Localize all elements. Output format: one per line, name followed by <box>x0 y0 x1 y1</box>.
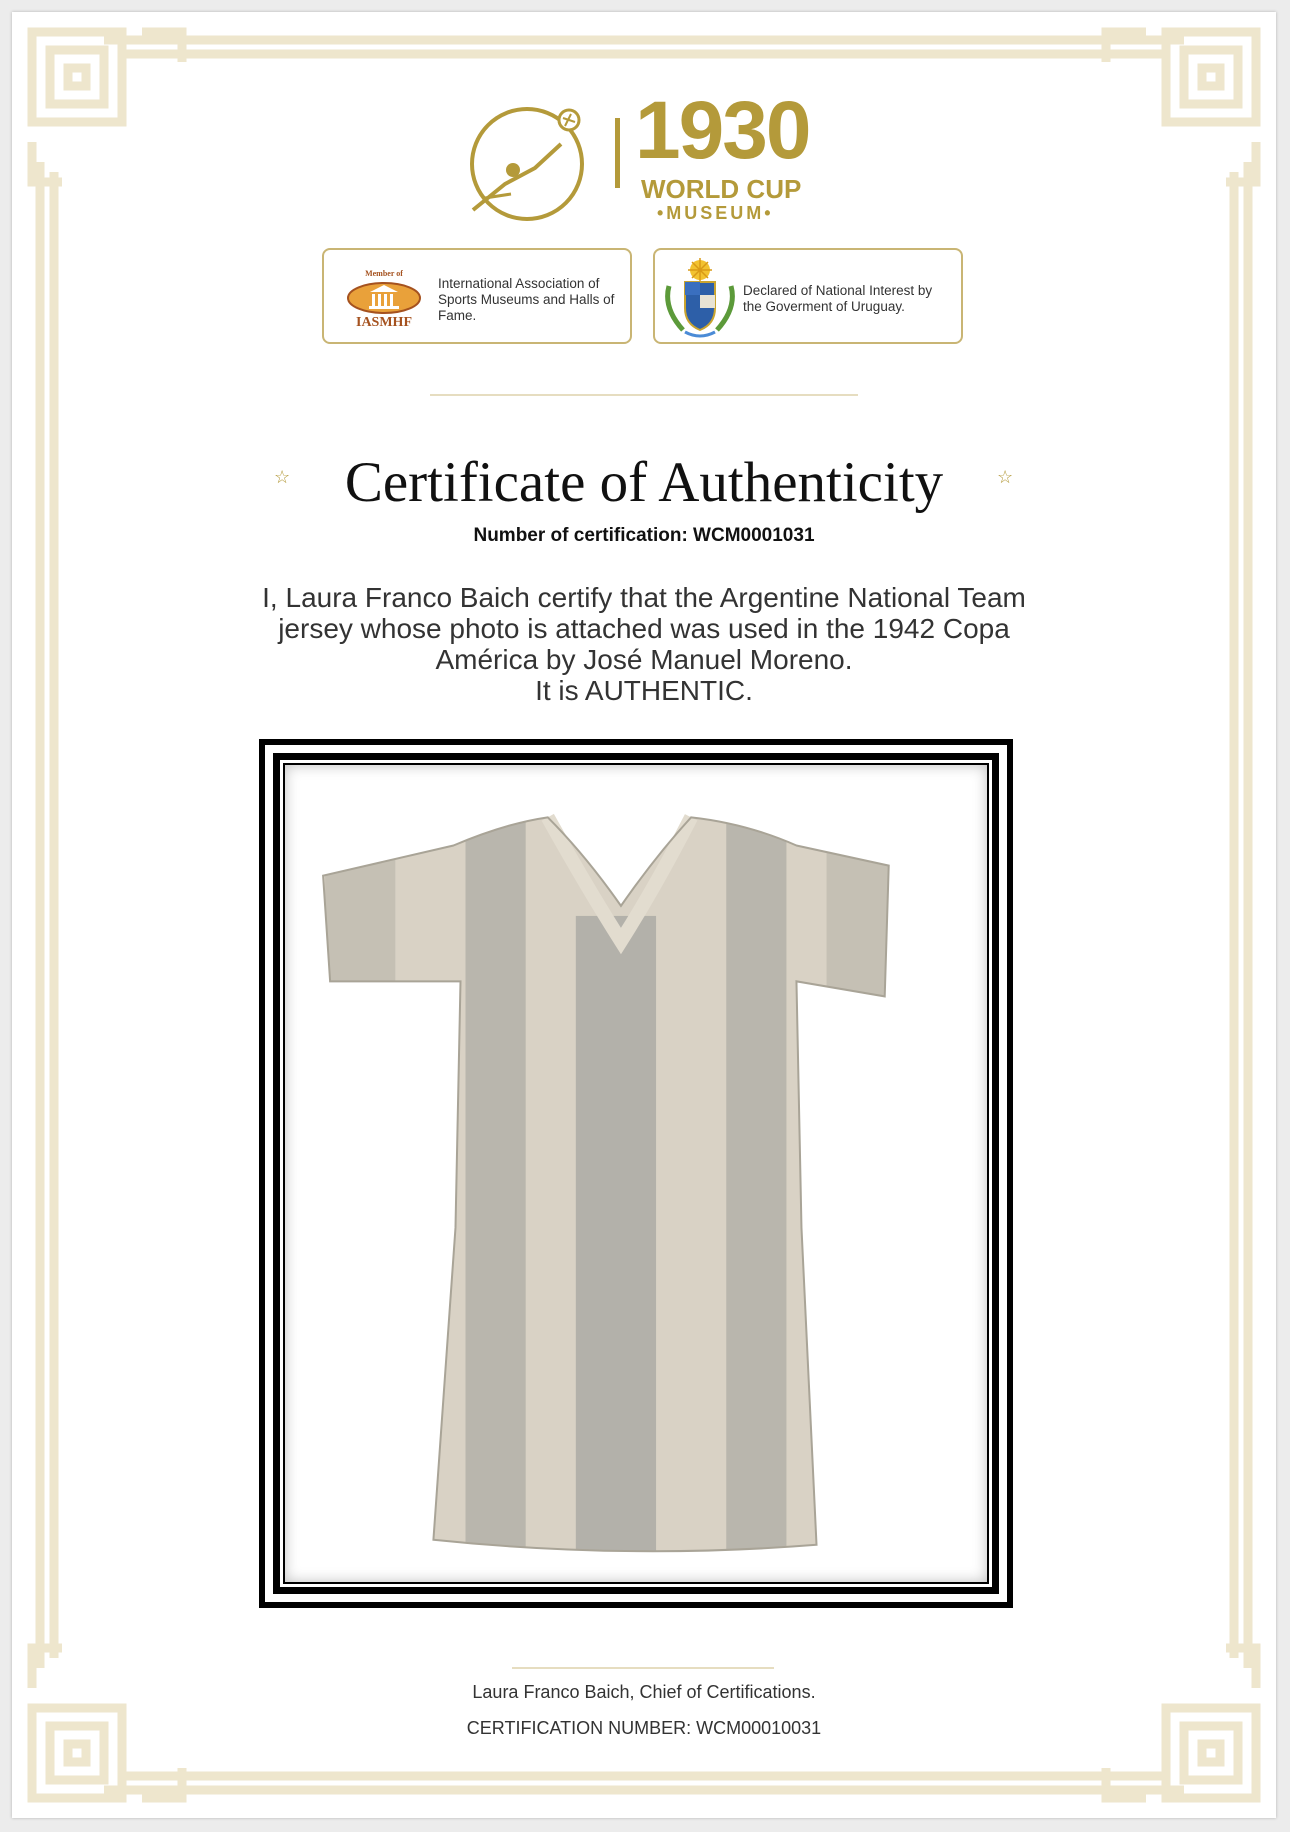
certification-statement <box>194 582 1094 706</box>
iasmhf-logo-icon <box>342 268 426 330</box>
footer-certification-number: CERTIFICATION NUMBER: WCM00010031 <box>466 1718 822 1738</box>
svg-text:Member of: Member of <box>365 269 403 278</box>
svg-text:IASMHF: IASMHF <box>356 315 412 330</box>
football-player-emblem-icon <box>465 98 595 226</box>
statement-line: It is AUTHENTIC. <box>535 675 753 706</box>
certificate-page <box>12 12 1276 1818</box>
divider-bottom <box>512 1667 774 1669</box>
logo-museum: •MUSEUM• <box>657 203 774 223</box>
certification-number: Number of certification: WCM0001031 <box>473 525 815 546</box>
signer-line: Laura Franco Baich, Chief of Certifications. <box>472 1682 816 1702</box>
photo-frame-inner <box>273 753 999 1594</box>
uruguay-coat-of-arms-icon <box>663 256 737 340</box>
uruguay-badge <box>653 248 963 344</box>
certificate-title: Certificate of Authenticity <box>344 451 944 514</box>
logo-divider <box>615 118 620 188</box>
iasmhf-badge <box>322 248 632 344</box>
statement-line: I, Laura Franco Baich certify that the Argentine National Team <box>262 582 1026 613</box>
uruguay-declaration: Declared of National Interest by the Goverment of Uruguay. <box>743 283 933 314</box>
logo-world-cup: WORLD CUP <box>641 174 802 204</box>
divider-top <box>430 394 858 396</box>
star-icon: ☆ <box>274 467 291 487</box>
statement-line: América by José Manuel Moreno. <box>435 644 853 675</box>
photo-mat <box>283 763 989 1584</box>
star-icon: ☆ <box>997 467 1014 487</box>
photo-frame <box>259 739 1013 1608</box>
jersey-photo <box>285 765 987 1582</box>
museum-logo <box>465 85 845 228</box>
statement-line: jersey whose photo is attached was used in the 1942 Copa <box>278 613 1010 644</box>
iasmhf-description: International Association of Sports Museums and Halls of Fame. <box>438 276 615 323</box>
logo-year: 1930 <box>635 85 810 176</box>
